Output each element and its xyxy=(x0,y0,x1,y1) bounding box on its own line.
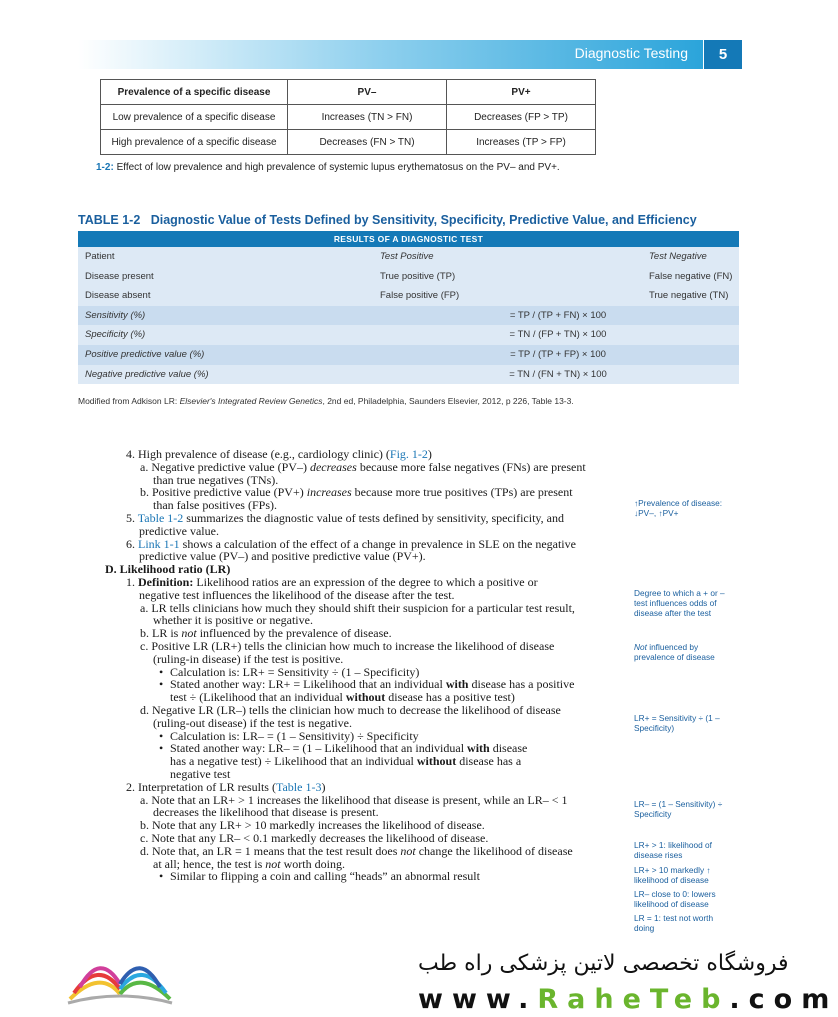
table-row xyxy=(78,345,739,365)
running-title: Diagnostic Testing xyxy=(574,45,688,61)
page-number: 5 xyxy=(703,40,742,69)
margin-note: ↑Prevalence of disease: ↓PV–, ↑PV+ xyxy=(634,498,723,518)
table-cell: = TN / (FP + TN) × 100 xyxy=(509,329,607,341)
prevalence-table xyxy=(100,79,596,155)
section-heading: D. Likelihood ratio (LR) xyxy=(105,562,231,577)
margin-note: LR = 1: test not worth doing xyxy=(634,913,714,933)
table-cell: Disease present xyxy=(85,270,154,282)
table-title xyxy=(78,213,697,227)
list-item: 4. High prevalence of disease (e.g., cardiology clinic) (Fig. 1-2) xyxy=(126,447,432,461)
margin-note: LR– close to 0: lowers likelihood of disease xyxy=(634,889,716,909)
list-item-cont: decreases the likelihood that disease is present. xyxy=(153,805,379,820)
list-item-cont: whether it is positive or negative. xyxy=(153,613,313,628)
table-cell: Positive predictive value (%) xyxy=(85,348,205,360)
table-row xyxy=(78,365,739,385)
table-row xyxy=(78,267,739,287)
table-link[interactable]: Table 1-2 xyxy=(137,510,184,525)
table-cell: Disease absent xyxy=(85,290,151,302)
margin-note: LR+ = Sensitivity ÷ (1 – Specificity) xyxy=(634,713,720,733)
table-row xyxy=(78,247,739,267)
table-label: TABLE 1-2 xyxy=(78,213,141,227)
list-item: b. Note that any LR+ > 10 markedly increases the likelihood of disease. xyxy=(140,818,485,833)
table-row xyxy=(78,306,739,326)
list-item: c. Note that any LR– < 0.1 markedly decreases the likelihood of disease. xyxy=(140,830,489,845)
margin-note: Not influenced by prevalence of disease xyxy=(634,642,715,662)
table-cell: True positive (TP) xyxy=(380,270,456,282)
table-cell: = TP / (TP + FP) × 100 xyxy=(510,348,606,360)
table-cell: Decreases (FP > TP) xyxy=(447,105,596,130)
table-cell: Increases (TN > FN) xyxy=(288,105,447,130)
table-cell: Sensitivity (%) xyxy=(85,309,146,321)
bullet-item-cont: has a negative test) ÷ Likelihood that an individual without disease has a xyxy=(170,754,522,769)
figure-label: 1-2: xyxy=(96,162,114,173)
link-link[interactable]: Link 1-1 xyxy=(138,536,180,551)
list-item-cont: predictive value. xyxy=(139,523,219,538)
bullet-item: • Calculation is: LR– = (1 – Sensitivity) ÷ Specificity xyxy=(170,730,695,743)
figure-caption-text: Effect of low prevalence and high prevalence of systemic lupus erythematosus on the PV– and PV+. xyxy=(116,162,560,173)
book-logo-icon xyxy=(60,949,180,1007)
table-cell: True negative (TN) xyxy=(649,290,729,302)
table-header-cell: PV+ xyxy=(447,80,596,105)
margin-note: LR– = (1 – Sensitivity) ÷ Specificity xyxy=(634,799,723,819)
table-cell: = TP / (TP + FN) × 100 xyxy=(509,309,607,321)
bullet-item: • Calculation is: LR+ = Sensitivity ÷ (1 – Specificity) xyxy=(170,666,695,679)
list-item: a. LR tells clinicians how much they should shift their suspicion for a particular test result, xyxy=(140,600,575,615)
table-cell: Specificity (%) xyxy=(85,329,146,341)
list-item-cont: predictive value (PV–) and positive predictive value (PV+). xyxy=(139,549,426,564)
table-source-note: Modified from Adkison LR: Elsevier's Integrated Review Genetics, 2nd ed, Philadelphia, Saunders Elsevier, 2012, p 226, Table 13-3. xyxy=(78,396,574,406)
body-text xyxy=(100,448,625,883)
table-cell: Test Negative xyxy=(649,251,707,262)
table-header-row xyxy=(101,80,596,105)
table-cell: False negative (FN) xyxy=(649,270,733,282)
list-item: a. Note that an LR+ > 1 increases the likelihood that disease is present, while an LR– < 1 xyxy=(140,792,568,807)
bullet-item-cont: negative test xyxy=(170,766,231,781)
site-url[interactable]: www.RaheTeb.com xyxy=(418,984,838,1015)
list-item: 2. Interpretation of LR results (Table 1-3) xyxy=(126,779,326,794)
list-item: c. Positive LR (LR+) tells the clinician how much to increase the likelihood of disease xyxy=(140,638,555,653)
table-link[interactable]: Table 1-3 xyxy=(275,779,322,794)
list-item: 1. Definition: Likelihood ratios are an expression of the degree to which a positive or xyxy=(126,574,538,589)
table-title-text: Diagnostic Value of Tests Defined by Sensitivity, Specificity, Predictive Value, and Efficiency xyxy=(150,213,697,227)
margin-note: LR+ > 10 markedly ↑ likelihood of disease xyxy=(634,865,711,885)
list-item-cont: at all; hence, the test is not worth doing. xyxy=(153,856,345,871)
list-item: d. Negative LR (LR–) tells the clinician how much to decrease the likelihood of disease xyxy=(140,702,561,717)
store-name: فروشگاه تخصصی لاتین پزشکی راه طب xyxy=(418,951,789,976)
diagnostic-value-table xyxy=(78,247,739,384)
list-item: a. Negative predictive value (PV–) decreases because more false negatives (FNs) are present xyxy=(140,459,586,474)
bullet-item: • Similar to flipping a coin and calling “heads” an abnormal result xyxy=(170,870,695,883)
table-header-cell: Prevalence of a specific disease xyxy=(101,80,288,105)
table-cell: False positive (FP) xyxy=(380,290,460,302)
table-cell: Decreases (FN > TN) xyxy=(288,130,447,155)
table-cell: Test Positive xyxy=(380,251,434,262)
list-item-cont: (ruling-in disease) if the test is positive. xyxy=(153,651,344,666)
list-item: d. Note that, an LR = 1 means that the test result does not change the likelihood of disease xyxy=(140,843,573,858)
table-cell: Increases (TP > FP) xyxy=(447,130,596,155)
bullet-item: • Stated another way: LR– = (1 – Likelihood that an individual with disease xyxy=(170,742,695,755)
table-row xyxy=(78,286,739,306)
list-item-cont: negative test influences the likelihood of the disease after the test. xyxy=(139,587,455,602)
list-item-cont: than true negatives (TNs). xyxy=(153,472,279,487)
list-item-cont: (ruling-out disease) if the test is negative. xyxy=(153,715,352,730)
list-item-cont: than false positives (FPs). xyxy=(153,498,277,513)
table-cell: Negative predictive value (%) xyxy=(85,368,209,380)
table-row xyxy=(101,105,596,130)
table-row xyxy=(78,325,739,345)
table-cell: = TN / (FN + TN) × 100 xyxy=(509,368,607,380)
bullet-item-cont: test ÷ (Likelihood that an individual without disease has a positive test) xyxy=(170,690,515,705)
table-header-cell: PV– xyxy=(288,80,447,105)
table-cell: Patient xyxy=(85,251,115,262)
page-header xyxy=(78,40,742,69)
figure-link[interactable]: Fig. 1-2 xyxy=(389,447,428,461)
figure-caption xyxy=(96,162,560,173)
list-item: b. LR is not influenced by the prevalence of disease. xyxy=(140,626,392,641)
list-item: b. Positive predictive value (PV+) increases because more true positives (TPs) are present xyxy=(140,485,573,500)
margin-note: Degree to which a + or – test influences odds of disease after the test xyxy=(634,588,725,618)
list-item: 6. Link 1-1 shows a calculation of the effect of a change in prevalence in SLE on the negative xyxy=(126,536,576,551)
table-row xyxy=(101,130,596,155)
table-cell: High prevalence of a specific disease xyxy=(101,130,288,155)
list-item: 5. Table 1-2 summarizes the diagnostic value of tests defined by sensitivity, specificity, and xyxy=(126,510,564,525)
table-band: RESULTS OF A DIAGNOSTIC TEST xyxy=(78,231,739,247)
margin-note: LR+ > 1: likelihood of disease rises xyxy=(634,840,712,860)
table-cell: Low prevalence of a specific disease xyxy=(101,105,288,130)
bullet-item: • Stated another way: LR+ = Likelihood that an individual with disease has a positive xyxy=(170,678,695,691)
